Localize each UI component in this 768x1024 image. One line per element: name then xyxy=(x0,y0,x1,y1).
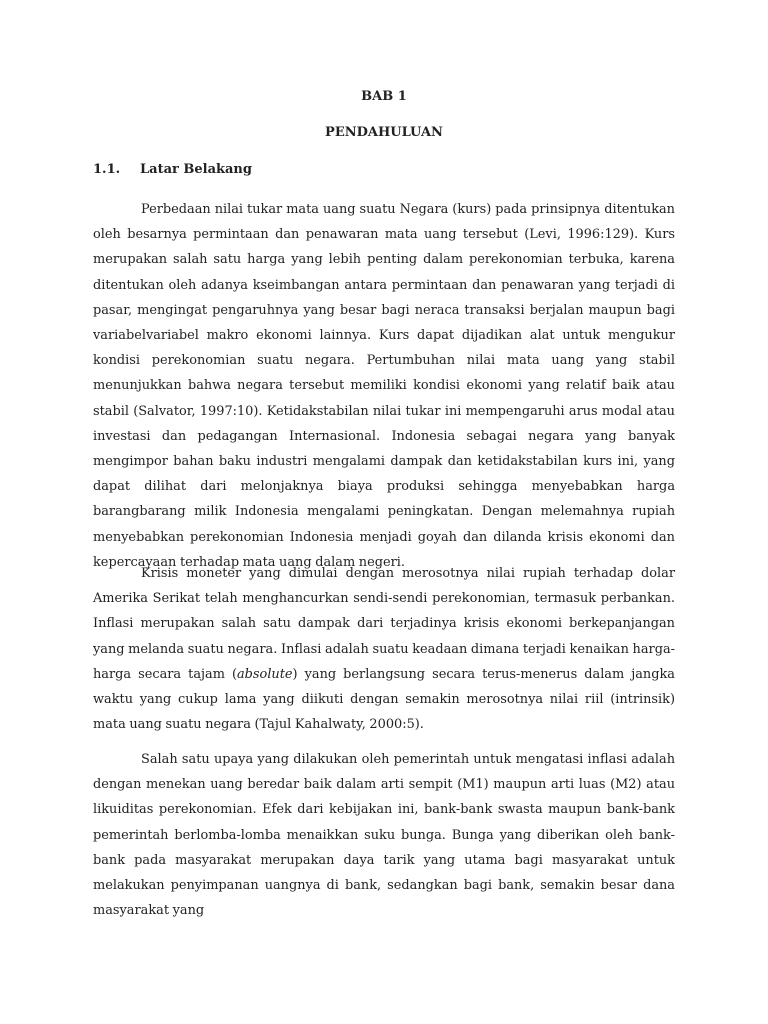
section-heading xyxy=(93,162,252,177)
paragraph-2-text-before: Krisis moneter yang dimulai dengan merosotnya nilai rupiah terhadap dolar Amerika Serikat telah menghancurkan sendi-sendi perekonomian, termasuk perbankan. Inflasi merupakan salah satu dampak dari terjadinya krisis ekonomi berkepanjangan yang melanda suatu negara. Inflasi adalah suatu keadaan dimana terjadi kenaikan harga-harga secara tajam ( xyxy=(93,566,675,682)
paragraph-1: Perbedaan nilai tukar mata uang suatu Negara (kurs) pada prinsipnya ditentukan oleh besarnya permintaan dan penawaran mata uang tersebut (Levi, 1996:129). Kurs merupakan salah satu harga yang lebih penting dalam perekonomian terbuka, karena ditentukan oleh adanya kseimbangan antara permintaan dan penawaran yang terjadi di pasar, mengingat pengaruhnya yang besar bagi neraca transaksi berjalan maupun bagi variabelvariabel makro ekonomi lainnya. Kurs dapat dijadikan alat untuk mengukur kondisi perekonomian suatu negara. Pertumbuhan nilai mata uang yang stabil menunjukkan bahwa negara tersebut memiliki kondisi ekonomi yang relatif baik atau stabil (Salvator, 1997:10). Ketidakstabilan nilai tukar ini mempengaruhi arus modal atau investasi dan pedagangan Internasional. Indonesia sebagai negara yang banyak mengimpor bahan baku industri mengalami dampak dan ketidakstabilan kurs ini, yang dapat dilihat dari melonjaknya biaya produksi sehingga menyebabkan harga barangbarang milik Indonesia mengalami peningkatan. Dengan melemahnya rupiah menyebabkan perekonomian Indonesia menjadi goyah dan dilanda krisis ekonomi dan kepercayaan terhadap mata uang dalam negeri. xyxy=(93,202,675,570)
chapter-number: BAB 1 xyxy=(361,89,407,104)
paragraph-3: Salah satu upaya yang dilakukan oleh pemerintah untuk mengatasi inflasi adalah dengan menekan uang beredar baik dalam arti sempit (M1) maupun arti luas (M2) atau likuiditas perekonomian. Efek dari kebijakan ini, bank-bank swasta maupun bank-bank pemerintah berlomba-lomba menaikkan suku bunga. Bunga yang diberikan oleh bank-bank pada masyarakat merupakan daya tarik yang utama bagi masyarakat untuk melakukan penyimpanan uangnya di bank, sedangkan bagi bank, semakin besar dana masyarakat yang xyxy=(93,752,675,919)
paragraph-2 xyxy=(93,561,675,737)
section-title: Latar Belakang xyxy=(140,162,252,177)
paragraph-2-text-after: ) yang berlangsung secara terus-menerus dalam jangka waktu yang cukup lama yang diikuti dengan semakin merosotnya nilai riil (intrinsik) mata uang suatu negara (Tajul Kahalwaty, 2000:5). xyxy=(93,666,675,733)
section-number: 1.1. xyxy=(93,162,121,177)
chapter-title: PENDAHULUAN xyxy=(325,125,443,140)
italic-term: absolute xyxy=(237,666,293,682)
